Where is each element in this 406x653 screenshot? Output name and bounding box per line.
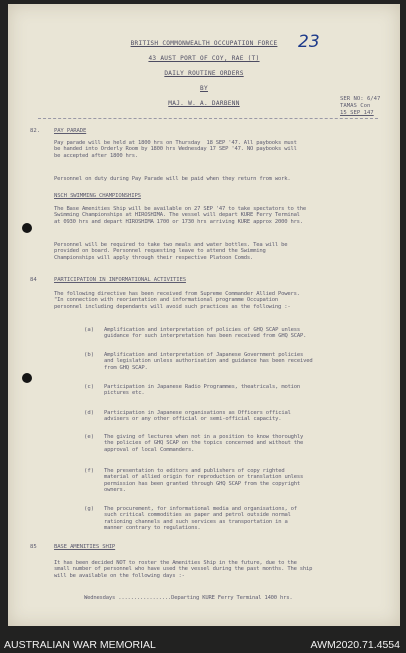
serial-number: SER NO: 6/47 <box>340 96 381 102</box>
handwritten-page-number: 23 <box>298 32 320 52</box>
item-label-a: (a) <box>84 327 95 333</box>
section-note-pay: Personnel on duty during Pay Parade will be paid when they return from work. <box>54 176 291 182</box>
item-label-c: (c) <box>84 384 95 390</box>
item-label-f: (f) <box>84 468 95 474</box>
section-number-pay: 82. <box>30 128 41 134</box>
section-title-amenities: BASE AMENITIES SHIP <box>54 544 116 550</box>
item-label-e: (e) <box>84 434 95 440</box>
section-title-swimming: NSCH SWIMMING CHAMPIONSHIPS <box>54 193 141 199</box>
header-line-5: MAJ. W. A. DARBENN <box>168 100 240 107</box>
item-text-c: Participation in Japanese Radio Programmes, theatricals, motion pictures etc. <box>104 384 301 397</box>
section-text-pay: Pay parade will be held at 1800 hrs on Thursday 18 SEP '47. All paybooks must be handed into Orderly Room by 1800 hrs Wednesday 17 SEP '47. NO paybooks will be accepted after 1800 hrs. <box>54 140 297 159</box>
archive-footer <box>0 638 406 653</box>
footer-institution: AUSTRALIAN WAR MEMORIAL <box>4 639 156 651</box>
header-line-4: BY <box>200 85 208 92</box>
footer-accession-number: AWM2020.71.4554 <box>310 639 400 651</box>
section-title-pay: PAY PARADE <box>54 128 87 134</box>
item-text-f: The presentation to editors and publishers of copy righted material of allied origin for reproduction or translation unless permission has been granted through GHQ SCAP from the copyright owners. <box>104 468 304 494</box>
item-text-b: Amplification and interpretation of Japanese Government policies and legislation unless authorisation and guidance has been received from GHQ SCAP. <box>104 352 313 371</box>
reference-location: TAMAS Con <box>340 103 371 109</box>
header-line-3: DAILY ROUTINE ORDERS <box>164 70 244 77</box>
section-note-swimming: Personnel will be required to take two meals and water bottles. Tea will be provided on board. Personnel requesting leave to attend the Swimming Championships will apply through their respective Platoon Comds. <box>54 242 288 261</box>
item-text-a: Amplification and interpretation of policies of GHQ SCAP unless guidance for such interpretation has been received from GHQ SCAP. <box>104 327 307 340</box>
punch-hole-lower <box>22 373 32 383</box>
item-text-d: Participation in Japanese organisations as Officers official advisers or any other official or semi-official capacity. <box>104 410 291 423</box>
item-label-g: (g) <box>84 506 95 512</box>
document-page <box>8 4 400 626</box>
section-title-participation: PARTICIPATION IN INFORMATIONAL ACTIVITIES <box>54 277 186 283</box>
header-line-2: 43 AUST PORT OF COY, RAE (T) <box>148 55 260 62</box>
section-text-swimming: The Base Amenities Ship will be available on 27 SEP '47 to take spectators to the Swimming Championships at HIROSHIMA. The vessel will depart KURE Ferry Terminal at 0930 hrs and depart HIROSHIMA 1700 or 1730 hrs arriving KURE approx 2000 hrs. <box>54 206 307 225</box>
section-text-amenities: It has been decided NOT to roster the Amenities Ship in the future, due to the small number of personnel who have used the vessel during the past months. The ship will be available on the following days :- <box>54 560 313 579</box>
amenities-schedule: Wednesdays .................Departing KURE Ferry Terminal 1400 hrs. <box>84 595 293 601</box>
section-intro-participation: The following directive has been received from Supreme Commander Allied Powers. "In connection with reorientation and informational programme Occupation personnel including dependants will avoid such practices as the following :- <box>54 291 300 310</box>
reference-date: 15 SEP 147 <box>340 110 374 116</box>
item-label-d: (d) <box>84 410 95 416</box>
item-text-e: The giving of lectures when not in a position to know thoroughly the policies of GHQ SCAP on the topics concerned and without the approval of local Commanders. <box>104 434 304 453</box>
section-number-amenities: 85 <box>30 544 37 550</box>
item-text-g: The procurement, for informational media and organisations, of such critical commodities as paper and petrol outside normal rationing channels and such services as transportation in a manner contrary to regulations. <box>104 506 297 532</box>
section-number-participation: 84 <box>30 277 37 283</box>
header-divider <box>38 118 378 119</box>
item-label-b: (b) <box>84 352 95 358</box>
header-line-1: BRITISH COMMONWEALTH OCCUPATION FORCE <box>130 40 278 47</box>
punch-hole-upper <box>22 223 32 233</box>
